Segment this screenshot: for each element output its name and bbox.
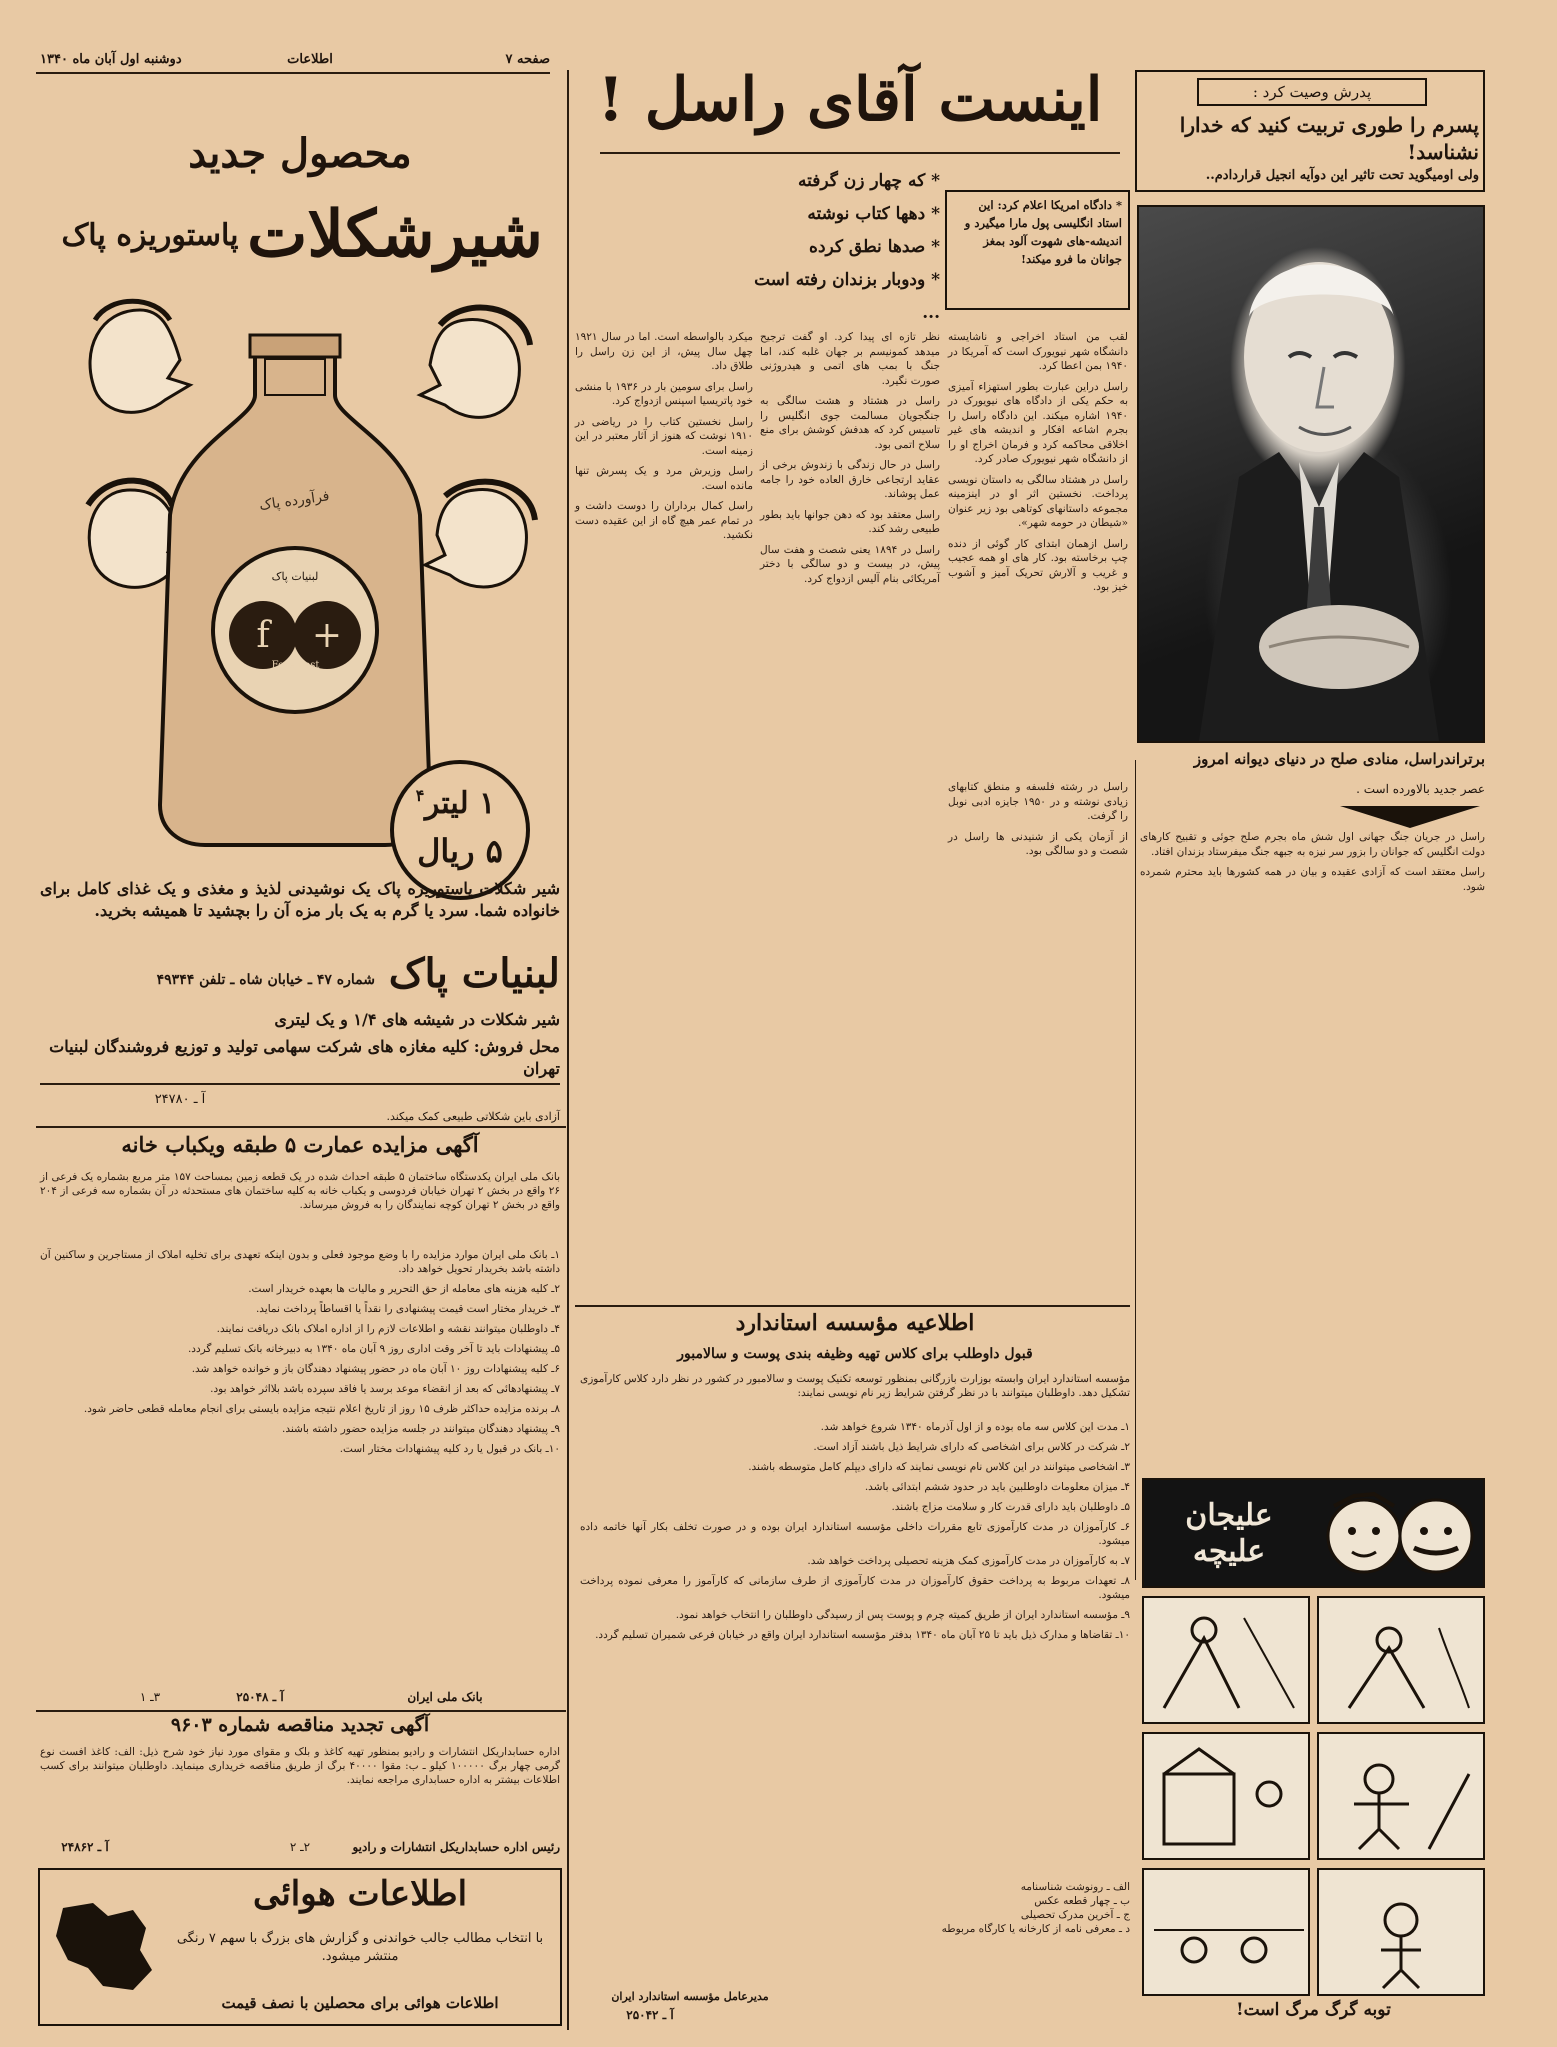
institute-doc: ب ـ چهار قطعه عکس — [1034, 1895, 1130, 1907]
ad-bottle-sizes: شیر شکلات در شیشه های ۱/۴ و یک لیتری — [274, 1010, 560, 1029]
ad-sale-points: محل فروش: کلیه مغازه های شرکت سهامی تولید و توزیع فروشندگان لبنیات تهران — [49, 1037, 560, 1078]
auction-footer-number: ۳ـ ۱ — [139, 1690, 161, 1704]
institute-footer-code: آ ـ ۲۵۰۴۲ — [626, 2008, 674, 2022]
tender-footer-code: آ ـ ۲۴۸۶۲ — [61, 1840, 109, 1854]
russell-col4-a: راسل معتقد است که آزادی عقیده و بیان در همه کشورها باید محترم شمرده شود. — [1140, 866, 1485, 893]
ad-bottom-rule — [40, 1083, 560, 1085]
institute-item: ۸ـ تعهدات مربوط به پرداخت حقوق کارآموزان در مدت کارآموزی از طرف سازمانی که کارآموز را معرفی نموده پرداخت میشود. — [580, 1575, 1130, 1601]
svg-text:فرآورده پاک: فرآورده پاک — [258, 488, 331, 514]
ad-code: آ ـ ۲۴۷۸۰ — [154, 1092, 206, 1107]
auction-footer-code: آ ـ ۲۵۰۴۸ — [236, 1690, 284, 1704]
svg-text:+: + — [311, 615, 343, 656]
auction-body: بانک ملی ایران یکدستگاه ساختمان ۵ طبقه احداث شده در یک قطعه زمین بمساحت ۱۵۷ متر مربع بشماره یک فرعی از ۲۶ واقع در بخش ۲ تهران خیابان فردوسی و یکباب خانه به کلیه ساختمان های مستحدثه در آن بشماره سه فرعی از ۲۰۴ واقع در بخش ۲ تهران کوچه نمایندگان را به فروش میرساند. — [40, 1171, 561, 1211]
russell-right-col-top — [948, 330, 1128, 601]
arrow-marker-icon — [1340, 806, 1480, 828]
ad-product-subtitle: پاستوریزه پاک — [61, 218, 239, 253]
will-quote: پسرم را طوری تربیت کنید که خدارا نشناسد! — [1179, 113, 1479, 164]
institute-item: ۶ـ کارآموزان در مدت کارآموزی تابع مقررات داخلی مؤسسه استاندارد ایران بوده و در صورت تخلف بکار آنها خاتمه داده میشود. — [580, 1521, 1130, 1547]
comic-strip — [1142, 1478, 1485, 2023]
institute-top-rule — [575, 1305, 1130, 1307]
russell-col4-b: راسل در رشته فلسفه و منطق کتابهای زیادی نوشته و در ۱۹۵۰ جایزه ادبی نوبل را گرفت. — [948, 781, 1128, 822]
tender-footer-signature: رئیس اداره حسابداریکل انتشارات و رادیو — [352, 1840, 560, 1854]
auction-term: ۶ـ کلیه پیشنهادات روز ۱۰ آبان ماه در حضور پیشنهاد دهندگان باز و خوانده خواهد شد. — [191, 1363, 560, 1375]
comic-panel-1 — [1142, 1596, 1310, 1724]
comic-panel-3-art — [1144, 1734, 1308, 1858]
russell-col3-d: راسل وزیرش مرد و یک پسرش تنها مانده است. — [575, 465, 753, 492]
russell-para-3: راسل در هشتاد سالگی به داستان نویسی پرداخت. نخستین اثر او در اینزمینه مجموعه داستانهای کوتاهی بود زیر عنوان «شیطان در حومه شهر». — [948, 473, 1128, 529]
auction-term: ۹ـ پیشنهاد دهندگان میتوانند در جلسه مزایده حضور داشته باشند. — [282, 1423, 560, 1435]
auction-top-rule — [36, 1126, 566, 1128]
iran-map-icon — [48, 1898, 158, 1998]
airmail-slogan: با انتخاب مطالب جالب خواندنی و گزارش های بزرگ با سهم ۷ رنگی منتشر میشود. — [176, 1931, 544, 1964]
ad-product-title: شیرشکلات — [247, 197, 543, 272]
court-quote-box: * دادگاه امریکا اعلام کرد: این استاد انگلیسی پول مارا میگیرد و اندیشه-های شهوت آلود بمغز جوانان ما فرو میکند! — [945, 190, 1130, 310]
bottle-label-text: لبنیات پاک — [271, 570, 319, 583]
column-rule-left — [567, 70, 569, 2030]
photo-subcaption: عصر جدید بالاورده است . — [1356, 782, 1485, 796]
comic-caption: توبه گرگ مرگ است! — [1236, 2000, 1391, 2020]
institute-doc: الف ـ رونوشت شناسنامه — [1020, 1881, 1130, 1893]
bottle-brand-text: Foremost — [271, 660, 320, 671]
headline-underline — [600, 152, 1120, 154]
comic-title: علیجان علیچه — [1185, 1498, 1273, 1569]
russell-col2-a: نظر تازه ای پیدا کرد. او گفت ترجیح میدهد کمونیسم بر جهان غلبه کند، اما جنگ با بمب های اتمی و هیدروژنی صورت نگیرد. — [760, 331, 940, 387]
ad-company-name: لبنیات پاک — [388, 950, 560, 997]
russell-para-5: راسل در جریان جنگ جهانی اول شش ماه بجرم صلح جوئی و تقبیح کارهای دولت انگلیس که جوانان را بزور سر نیزه به جبهه جنگ میفرستاد بزندان افتاد. — [1140, 831, 1485, 858]
auction-term: ۴ـ داوطلبان میتوانند نقشه و اطلاعات لازم را از اداره املاک بانک دریافت نمایند. — [216, 1323, 560, 1335]
tender-top-rule — [36, 1710, 566, 1712]
russell-col-1 — [575, 330, 753, 549]
russell-bullets — [740, 165, 940, 330]
comic-panel-1-art — [1144, 1598, 1308, 1722]
russell-para-4: راسل ازهمان ابتدای کار گوئی از دنده چپ برخاسته بود. کار های او همه عجیب و غریب و آلارش تحریک آمیز و آشوب خیز بود. — [948, 537, 1128, 593]
will-label: پدرش وصیت کرد : — [1197, 78, 1427, 106]
comic-panel-4 — [1317, 1732, 1485, 1860]
bullet-books: * دهها کتاب نوشته — [807, 204, 940, 224]
institute-body: مؤسسه استاندارد ایران وابسته بوزارت بازرگانی بمنظور توسعه تکنیک پوست و سالامبور در کشور در نظر دارد کلاس کارآموزی تشکیل دهد. داوطلبان میتوانند با در نظر گرفتن شرایط زیر نام نویسی نمایند: — [580, 1373, 1130, 1399]
comic-panel-5-art — [1144, 1870, 1308, 1994]
russell-col2-d: راسل معتقد بود که دهن جوانها باید بطور طبیعی رشد کند. — [760, 508, 940, 535]
auction-term: ۵ـ پیشنهادات باید تا آخر وقت اداری روز ۹ آبان ماه ۱۳۴۰ به دبیرخانه بانک تسلیم گردد. — [187, 1343, 560, 1355]
comic-panel-6 — [1317, 1868, 1485, 1996]
russell-col3-e: راسل کمال برداران را دوست داشت و در تمام عمر هیچ گاه از این عقیده دست نکشید. — [575, 500, 753, 541]
auction-footer-bank: بانک ملی ایران — [407, 1690, 483, 1704]
russell-col4-c: از آزمان یکی از شنیدنی ها راسل در شصت و دو سالگی بود. — [948, 830, 1128, 857]
institute-item: ۵ـ داوطلبان باید دارای قدرت کار و سلامت مزاج باشند. — [891, 1501, 1130, 1513]
bullet-speeches: * صدها نطق کرده — [809, 237, 940, 257]
institute-item: ۹ـ مؤسسه استاندارد ایران از طریق کمیته چرم و پوست پس از رسیدگی داوطلبان را انتخاب خواهد نمود. — [675, 1609, 1130, 1621]
comic-panel-2-art — [1319, 1598, 1483, 1722]
tender-body: اداره حسابداریکل انتشارات و رادیو بمنظور تهیه کاغذ و بلک و مقوای مورد نیاز خود شرح ذیل: الف: کاغذ افست نوع گرمی چهار برگ ۱۰۰۰۰۰ کیلو ـ ب: مقوا ۴۰۰۰۰ برگ از طریق مناقصه خریداری مینماید. داوطلبان میتوانند برای کسب اطلاعات بیشتر به اداره حسابداری مراجعه نمایند. — [40, 1746, 560, 1786]
russell-col-3 — [948, 780, 1128, 865]
bullet-wives: * که چهار زن گرفته — [797, 171, 940, 191]
ad-company-address: شماره ۴۷ ـ خیابان شاه ـ تلفن ۴۹۳۴۴ — [156, 972, 375, 988]
ad-description: شیر شکلات پاستوریزه پاک یک نوشیدنی لذیذ و مغذی و یک غذای کامل برای خانواده شما. سرد یا گرم به یک بار مزه آن را بچشید تا همیشه بخرید. — [40, 879, 560, 920]
header-date: دوشنبه اول آبان ماه ۱۳۴۰ — [40, 52, 182, 67]
auction-term: ۱ـ بانک ملی ایران موارد مزایده را با وضع موجود فعلی و بدون اینکه تعهدی برای تخلیه املاک از مستاجرین و ساکنین آن داشته باشد بخریدار تحویل خواهد داد. — [40, 1249, 560, 1275]
column-rule-right — [1135, 760, 1136, 1580]
airmail-title: اطلاعات هوائی — [252, 1874, 468, 1914]
auction-title: آگهی مزایده عمارت ۵ طبقه ویکباب خانه — [121, 1132, 479, 1157]
comic-panel-6-art — [1319, 1870, 1483, 1994]
svg-text:f: f — [256, 615, 270, 656]
auction-terms — [40, 1248, 560, 1462]
institute-items — [580, 1420, 1130, 1648]
airmail-footer: اطلاعات هوائی برای محصلین با نصف قیمت — [221, 1994, 499, 2012]
russell-col2-e: راسل در ۱۸۹۴ یعنی شصت و هفت سال پیش، در بیست و دو سالگی با دختر آمریکائی بنام آلیس ازدواج کرد. — [760, 543, 940, 585]
institute-item: ۲ـ شرکت در کلاس برای اشخاصی که دارای شرایط ذیل باشند آزاد است. — [813, 1441, 1130, 1453]
russell-portrait-photo — [1137, 205, 1485, 743]
comic-panel-3 — [1142, 1732, 1310, 1860]
russell-col3-c: راسل نخستین کتاب را در ریاضی در ۱۹۱۰ نوشت که هنوز از آثار معتبر در این زمینه است. — [575, 415, 753, 457]
auction-term: ۷ـ پیشنهادهائی که بعد از انقضاء موعد برسد یا فاقد سپرده باشد بلااثر خواهد بود. — [210, 1383, 560, 1395]
comic-panel-4-art — [1319, 1734, 1483, 1858]
russell-para-1: لقب من استاد اخراجی و ناشایسته دانشگاه شهر نیویورک است که آمریکا در ۱۹۴۰ بمن اعطا کرد. — [948, 331, 1128, 372]
institute-doc: د ـ معرفی نامه از کارخانه یا کارگاه مربوطه — [941, 1923, 1130, 1935]
freedom-line: آزادی باین شکلاتی طبیعی کمک میکند. — [386, 1110, 560, 1123]
price-fraction: ۴ — [415, 786, 425, 805]
institute-doc: ج ـ آخرین مدرک تحصیلی — [1020, 1909, 1130, 1921]
institute-title: اطلاعیه مؤسسه استاندارد — [735, 1310, 975, 1336]
header-rule — [36, 72, 550, 74]
institute-docs — [780, 1880, 1130, 1936]
will-subquote: ولی اومیگوید تحت تاثیر این دوآیه انجیل قراردادم.. — [1205, 168, 1479, 183]
auction-term: ۲ـ کلیه هزینه های معامله از حق التحریر و مالیات ها بعهده خریدار است. — [248, 1283, 560, 1295]
russell-col2-b: راسل در هشتاد و هشت سالگی به جنگجویان مسالمت جوی انگلیس را تاسیس کرد که هدفش کوشش برای منع سلاح اتمی بود. — [760, 395, 940, 451]
photo-caption: برتراندراسل، منادی صلح در دنیای دیوانه امروز — [1193, 750, 1485, 768]
institute-item: ۴ـ میزان معلومات داوطلبین باید در حدود ششم ابتدائی باشد. — [864, 1481, 1130, 1493]
price-value: ۵ ریال — [417, 832, 503, 870]
comic-panel-2 — [1317, 1596, 1485, 1724]
header-paper-name: اطلاعات — [287, 52, 333, 67]
institute-item: ۱۰ـ تقاضاها و مدارک ذیل باید تا ۲۵ آبان ماه ۱۳۴۰ بدفتر مؤسسه استاندارد ایران واقع در خیابان فرعی شمیران تسلیم گردد. — [595, 1629, 1130, 1641]
russell-col2-c: راسل در حال زندگی با زندوش برخی از عقاید ارتجاعی خارق العاده خود را جامه عمل پوشاند. — [760, 459, 940, 500]
airmail-ad — [38, 1868, 562, 2026]
russell-right-col-mid — [1140, 830, 1485, 900]
institute-item: ۳ـ اشخاصی میتوانند در این کلاس نام نویسی نمایند که دارای دیپلم کامل متوسطه باشند. — [748, 1461, 1130, 1473]
auction-term: ۳ـ خریدار مختار است قیمت پیشنهادی را نقداً یا اقساطاً پرداخت نماید. — [255, 1303, 560, 1315]
institute-item: ۷ـ به کارآموزان در مدت کارآموزی کمک هزینه تحصیلی پرداخت خواهد شد. — [807, 1555, 1130, 1567]
tender-footer-number: ۲ـ ۲ — [289, 1840, 311, 1854]
russell-col3-b: راسل برای سومین بار در ۱۹۳۶ با منشی خود پاتریسیا اسپنس ازدواج کرد. — [575, 380, 753, 407]
comic-panel-5 — [1142, 1868, 1310, 1996]
ad-bottle-illustration — [145, 325, 445, 855]
tender-title: آگهی تجدید مناقصه شماره ۹۶۰۳ — [170, 1714, 430, 1736]
institute-footer-sign: مدیرعامل مؤسسه استاندارد ایران — [611, 1990, 769, 2003]
portrait-figure — [1139, 207, 1483, 741]
comic-characters-icon — [1314, 1486, 1479, 1584]
comic-title-box — [1142, 1478, 1485, 1588]
auction-term: ۸ـ برنده مزایده حداکثر ظرف ۱۵ روز از تاریخ اعلام نتیجه مزایده بایستی برای انجام معامله قطعی حاضر شود. — [83, 1403, 560, 1415]
price-quantity: ۱ لیتر — [424, 786, 496, 821]
ad-new-product-label: محصول جدید — [188, 130, 412, 177]
auction-term: ۱۰ـ بانک در قبول یا رد کلیه پیشنهادات مختار است. — [339, 1443, 560, 1455]
header-page-number: صفحه ۷ — [505, 52, 550, 67]
russell-col3-a: میکرد بالواسطه است. اما در سال ۱۹۲۱ چهل سال پیش، از این زن راسل را طلاق داد. — [575, 331, 753, 372]
will-quote-box — [1135, 70, 1485, 192]
russell-headline: اینست آقای راسل ! — [597, 65, 1103, 135]
russell-para-2: راسل دراین عبارت بطور استهزاء آمیزی به حکم یکی از دادگاه های نیویورک در ۱۹۴۰ اشاره میکند. این دادگاه راسل را بجرم اشاعه افکار و اندیشه های غیر اخلاقی محاکمه کرد و فرمان اخراج او را از دانشگاه شهر نیویورک صادر کرد. — [948, 380, 1128, 465]
institute-item: ۱ـ مدت این کلاس سه ماه بوده و از اول آذرماه ۱۳۴۰ شروع خواهد شد. — [820, 1421, 1130, 1433]
russell-col-2 — [760, 330, 940, 592]
institute-subtitle: قبول داوطلب برای کلاس تهیه وظیفه بندی پوست و سالامبور — [677, 1346, 1033, 1362]
bullet-prison: * ودوبار بزندان رفته است ... — [754, 270, 940, 323]
